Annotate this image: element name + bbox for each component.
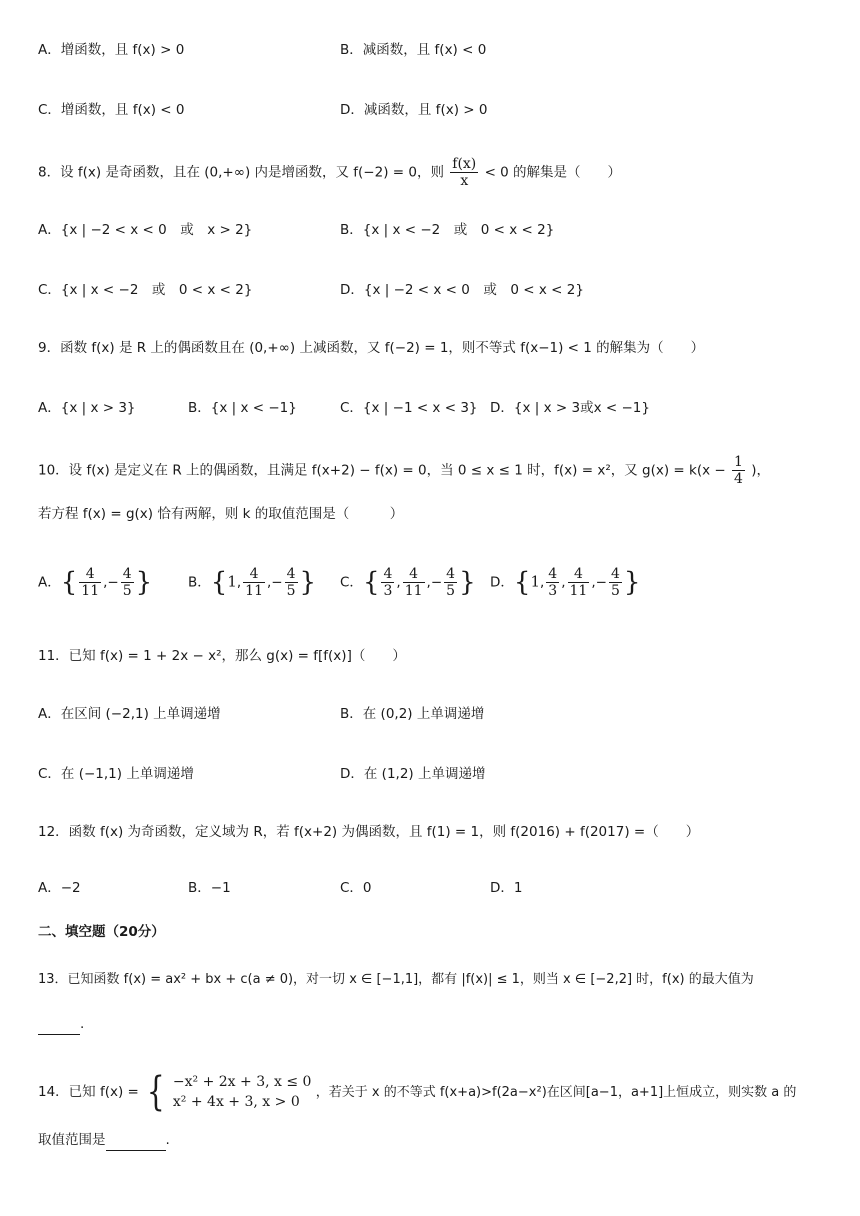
q10-option-d-frac-2: $\frac{4}{11}$ (569, 566, 588, 599)
q10-stem-post: )， (751, 462, 770, 479)
q11-option-c: C．在 (−1,1) 上单调递增 (38, 766, 194, 782)
q12-option-c: C．0 (340, 880, 372, 896)
q12-option-d: D．1 (490, 880, 523, 896)
q8-option-a: A．{x | −2 < x < 0 或 x > 2} (38, 222, 253, 238)
q14-piecewise-brace: { (146, 1069, 165, 1115)
q14-answer-blank[interactable] (106, 1130, 166, 1151)
q10-option-a-set: { (60, 567, 78, 598)
q10-option-c-frac-2: $\frac{4}{11}$ (404, 566, 423, 599)
q8-frac-denominator: x (460, 173, 469, 189)
q10-option-a-frac-1: $\frac{4}{11}$ (81, 566, 100, 599)
q10-option-c-frac-3: $\frac{4}{5}$ (446, 566, 456, 599)
q7-option-c: C．增函数，且 f(x) < 0 (38, 102, 185, 118)
q14-stem (38, 1069, 797, 1115)
q9-option-c: C．{x | −1 < x < 3} (340, 400, 478, 416)
q10-option-c-set: { (362, 567, 380, 598)
q10-option-a-label: A． (38, 574, 61, 591)
q14-piecewise (143, 1069, 312, 1115)
q14-post: ，若关于 x 的不等式 f(x+a)>f(2a−x²)在区间[a−1，a+1]上恒成立，则实数 a 的 (315, 1085, 797, 1100)
q7-option-b: B．减函数，且 f(x) < 0 (340, 42, 487, 58)
section-2-heading: 二、填空题（20分） (38, 924, 165, 940)
q14-piecewise-cases (173, 1072, 312, 1112)
q8-stem (38, 156, 621, 189)
q10-frac-numerator: 1 (733, 454, 743, 470)
q11-option-d: D．在 (1,2) 上单调递增 (340, 766, 486, 782)
q10-option-b: B．{1, $\frac{4}{11}$ ,− $\frac{4}{5}$ } (188, 566, 317, 599)
q8-stem-post: < 0 的解集是（ ） (484, 164, 622, 181)
q11-stem: 11．已知 f(x) = 1 + 2x − x²，那么 g(x) = f[f(x)]（ ） (38, 648, 406, 664)
q13-answer-blank[interactable] (38, 1014, 80, 1035)
q10-option-c-frac-1: $\frac{4}{3}$ (383, 566, 393, 599)
q10-stem-pre: 10．设 f(x) 是定义在 R 上的偶函数，且满足 f(x+2) − f(x) = 0，当 0 ≤ x ≤ 1 时，f(x) = x²，又 g(x) = k(x − (38, 462, 726, 479)
q9-option-b: B．{x | x < −1} (188, 400, 297, 416)
q10-option-b-frac-2: $\frac{4}{5}$ (286, 566, 296, 599)
q13-tail: . (80, 1016, 85, 1032)
q14-tail: . (165, 1132, 170, 1148)
q13-stem: 13．已知函数 f(x) = ax² + bx + c(a ≠ 0)，对一切 x ∈ [−1,1]，都有 |f(x)| ≤ 1，则当 x ∈ [−2,2] 时，f(x) 的最大值为 (38, 972, 754, 987)
q14-case-2: x² + 4x + 3, x > 0 (172, 1094, 300, 1110)
q10-option-c: C．{ $\frac{4}{3}$ , $\frac{4}{11}$ ,− $\frac{4}{5}$ } (340, 566, 476, 599)
q7-option-d: D．减函数，且 f(x) > 0 (340, 102, 488, 118)
q11-option-a: A．在区间 (−2,1) 上单调递增 (38, 706, 221, 722)
q12-option-b: B．−1 (188, 880, 231, 896)
q8-frac-numerator: f(x) (452, 156, 477, 172)
q7-option-a: A．增函数，且 f(x) > 0 (38, 42, 185, 58)
q10-option-c-label: C． (340, 574, 363, 591)
q9-option-d: D．{x | x > 3或x < −1} (490, 400, 650, 416)
q13-answer-line (38, 1014, 84, 1035)
q14-answer-line (38, 1130, 170, 1151)
q8-fraction (450, 156, 478, 189)
q9-stem: 9．函数 f(x) 是 R 上的偶函数且在 (0,+∞) 上减函数，又 f(−2) = 1，则不等式 f(x−1) < 1 的解集为（ ） (38, 340, 705, 356)
q14-case-1: −x² + 2x + 3, x ≤ 0 (172, 1074, 312, 1090)
q10-frac-denominator: 4 (733, 471, 743, 487)
q10-option-a-frac-2: $\frac{4}{5}$ (122, 566, 132, 599)
q9-option-a: A．{x | x > 3} (38, 400, 136, 416)
q10-stem-line2: 若方程 f(x) = g(x) 恰有两解，则 k 的取值范围是（ ） (38, 506, 404, 522)
q8-option-d: D．{x | −2 < x < 0 或 0 < x < 2} (340, 282, 584, 298)
q10-option-a: A．{ $\frac{4}{11}$ ,− $\frac{4}{5}$ } (38, 566, 153, 599)
q10-fraction (732, 454, 745, 487)
q8-stem-pre: 8．设 f(x) 是奇函数，且在 (0,+∞) 内是增函数，又 f(−2) = 0，则 (38, 164, 444, 181)
q10-option-d: D．{1, $\frac{4}{3}$ , $\frac{4}{11}$ ,− $\frac{4}{5}$ } (490, 566, 641, 599)
q14-pre: 14．已知 f(x) = (38, 1084, 139, 1100)
q10-option-b-frac-1: $\frac{4}{11}$ (245, 566, 263, 599)
q8-option-c: C．{x | x < −2 或 0 < x < 2} (38, 282, 253, 298)
q10-option-d-frac-1: $\frac{4}{3}$ (548, 566, 558, 599)
q10-option-d-label: D． (490, 574, 514, 591)
q14-line2: 取值范围是 (38, 1132, 106, 1148)
q10-option-d-frac-3: $\frac{4}{5}$ (610, 566, 620, 599)
q12-stem: 12．函数 f(x) 为奇函数，定义域为 R，若 f(x+2) 为偶函数，且 f(1) = 1，则 f(2016) + f(2017) =（ ） (38, 824, 700, 840)
q11-option-b: B．在 (0,2) 上单调递增 (340, 706, 485, 722)
q10-option-b-set: { (210, 567, 228, 598)
q10-stem-line1 (38, 454, 770, 487)
q10-option-d-set: { (513, 567, 531, 598)
q8-option-b: B．{x | x < −2 或 0 < x < 2} (340, 222, 555, 238)
q10-option-b-label: B． (188, 574, 211, 591)
q12-option-a: A．−2 (38, 880, 81, 896)
